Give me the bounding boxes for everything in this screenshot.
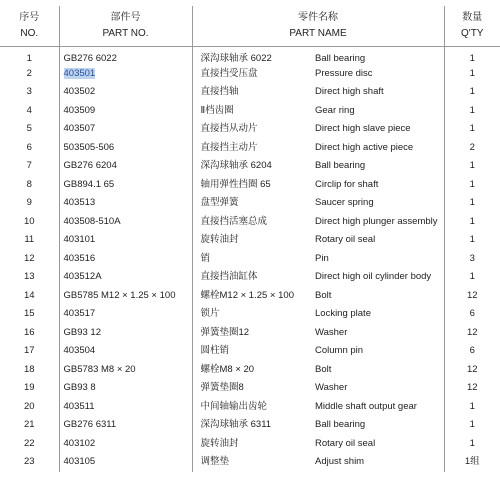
row-qty	[444, 379, 500, 398]
table-row	[0, 231, 500, 250]
row-part-name-en-text: Pressure disc	[315, 67, 373, 79]
row-no	[0, 435, 59, 454]
row-no	[0, 305, 59, 324]
row-no-text: 5	[26, 123, 32, 135]
table-row	[0, 83, 500, 102]
row-part-name-en	[311, 398, 444, 417]
row-no	[0, 231, 59, 250]
row-no	[0, 120, 59, 139]
row-no	[0, 139, 59, 158]
row-qty	[444, 250, 500, 269]
row-part-no	[59, 268, 192, 287]
row-part-name-cn	[192, 157, 311, 176]
row-no	[0, 324, 59, 343]
row-part-no	[59, 139, 192, 158]
row-part-name-cn-text: 弹簧垫圈8	[200, 382, 244, 394]
row-qty-text: 3	[469, 252, 475, 264]
row-part-name-cn-text: 轴用弹性挡圈 65	[200, 178, 271, 190]
row-part-name-cn	[192, 361, 311, 380]
row-part-name-en	[311, 194, 444, 213]
row-qty-text: 1	[469, 197, 475, 209]
row-no	[0, 157, 59, 176]
row-no	[0, 287, 59, 306]
row-part-name-cn-text: 直接挡主动片	[200, 141, 258, 153]
row-no	[0, 416, 59, 435]
row-part-name-en	[311, 176, 444, 195]
row-part-name-cn	[192, 287, 311, 306]
row-part-name-cn	[192, 379, 311, 398]
table-row	[0, 305, 500, 324]
row-part-no-text: GB276 6022	[63, 52, 117, 64]
row-no	[0, 46, 59, 65]
row-part-name-en-text: Direct high active piece	[315, 141, 414, 153]
row-part-name-en-text: Bolt	[315, 289, 332, 301]
row-part-name-cn-text: 直接挡油缸体	[200, 271, 258, 283]
row-part-name-cn-text: 调整垫	[200, 456, 230, 468]
row-part-name-en-text: Direct high shaft	[315, 86, 384, 98]
table-row	[0, 379, 500, 398]
row-part-no	[59, 194, 192, 213]
row-qty-text: 1	[469, 400, 475, 412]
row-part-name-cn-text: Ⅱ档齿圈	[200, 104, 234, 116]
row-part-no	[59, 231, 192, 250]
row-part-no-text: 403511	[63, 400, 95, 412]
table-row	[0, 268, 500, 287]
row-part-name-en-text: Saucer spring	[315, 197, 374, 209]
row-part-name-en	[311, 83, 444, 102]
row-part-name-cn	[192, 231, 311, 250]
header-qty	[444, 6, 500, 46]
row-part-name-en-text: Washer	[315, 382, 348, 394]
table-row	[0, 176, 500, 195]
row-part-name-cn	[192, 342, 311, 361]
row-part-no	[59, 213, 192, 232]
row-qty	[444, 213, 500, 232]
row-qty	[444, 157, 500, 176]
row-qty-text: 1	[469, 215, 475, 227]
row-part-name-en-text: Washer	[315, 326, 348, 338]
row-part-name-en-text: Ball bearing	[315, 52, 366, 64]
row-qty-text: 6	[469, 345, 475, 357]
row-part-no	[59, 65, 192, 84]
header-no-en: NO.	[20, 28, 39, 40]
row-part-name-cn	[192, 213, 311, 232]
row-part-name-cn-text: 深沟球轴承 6022	[200, 52, 272, 64]
row-qty	[444, 231, 500, 250]
parts-table	[0, 6, 500, 472]
row-no-text: 8	[26, 178, 32, 190]
row-part-name-en	[311, 120, 444, 139]
row-part-name-cn-text: 直接挡从动片	[200, 123, 258, 135]
row-part-name-en-text: Direct high plunger assembly	[315, 215, 438, 227]
table-row	[0, 324, 500, 343]
table-row	[0, 102, 500, 121]
row-part-name-cn-text: 旋转油封	[200, 437, 239, 449]
row-part-name-en-text: Pin	[315, 252, 329, 264]
row-no-text: 1	[26, 52, 32, 64]
row-no-text: 14	[23, 289, 35, 301]
header-part-name-en: PART NAME	[289, 28, 347, 40]
table-header-row	[0, 6, 500, 46]
row-part-name-en	[311, 250, 444, 269]
row-qty	[444, 268, 500, 287]
row-part-name-en-text: Direct high oil cylinder body	[315, 271, 432, 283]
row-part-name-en	[311, 231, 444, 250]
row-part-no-text: 403101	[63, 234, 96, 246]
row-qty-text: 1	[469, 419, 475, 431]
row-part-no-text: 403516	[63, 252, 96, 264]
table-row	[0, 46, 500, 65]
row-part-no	[59, 453, 192, 472]
table-row	[0, 287, 500, 306]
row-part-name-cn	[192, 250, 311, 269]
row-qty	[444, 194, 500, 213]
row-qty	[444, 342, 500, 361]
row-part-no-text: GB93 8	[63, 382, 96, 394]
row-part-no	[59, 250, 192, 269]
row-qty-text: 1	[469, 67, 475, 79]
row-no	[0, 176, 59, 195]
row-part-name-cn-text: 直接挡活塞总成	[200, 215, 268, 227]
row-part-name-en	[311, 435, 444, 454]
row-part-name-en	[311, 65, 444, 84]
row-part-name-cn	[192, 139, 311, 158]
header-part-name	[192, 6, 444, 46]
row-part-name-cn	[192, 65, 311, 84]
row-no	[0, 342, 59, 361]
row-qty-text: 12	[466, 382, 478, 394]
row-part-no-text: GB276 6204	[63, 160, 117, 172]
row-part-no	[59, 379, 192, 398]
row-part-no	[59, 157, 192, 176]
header-part-name-cn: 零件名称	[298, 12, 338, 24]
row-qty	[444, 416, 500, 435]
row-part-name-cn	[192, 453, 311, 472]
table-row	[0, 250, 500, 269]
row-part-no-text: 403105	[63, 456, 96, 468]
row-no-text: 4	[26, 104, 32, 116]
row-qty-text: 1	[469, 86, 475, 98]
row-no-text: 6	[26, 141, 32, 153]
row-no-text: 18	[23, 363, 35, 375]
row-part-no-text: 403507	[63, 123, 96, 135]
row-qty	[444, 287, 500, 306]
parts-table-body	[0, 46, 500, 472]
row-part-name-en	[311, 46, 444, 65]
row-part-name-en	[311, 324, 444, 343]
row-part-no-text: 403509	[63, 104, 96, 116]
row-part-name-cn-text: 深沟球轴承 6204	[200, 160, 272, 172]
row-part-name-cn	[192, 194, 311, 213]
table-row	[0, 194, 500, 213]
table-row	[0, 157, 500, 176]
row-no-text: 10	[23, 215, 35, 227]
row-part-name-cn	[192, 305, 311, 324]
row-part-name-cn	[192, 120, 311, 139]
table-row	[0, 139, 500, 158]
row-part-name-en-text: Ball bearing	[315, 160, 366, 172]
row-part-no-text: 403517	[63, 308, 96, 320]
row-part-name-cn-text: 螺栓M12 × 1.25 × 100	[200, 289, 294, 301]
table-row	[0, 65, 500, 84]
row-part-name-cn-text: 锁片	[200, 308, 220, 320]
row-no	[0, 102, 59, 121]
row-part-name-en	[311, 416, 444, 435]
row-part-no-text: 403102	[63, 437, 96, 449]
row-no	[0, 194, 59, 213]
row-qty-text: 12	[466, 326, 478, 338]
row-qty-text: 1	[469, 104, 475, 116]
row-no-text: 15	[23, 308, 35, 320]
row-part-no	[59, 120, 192, 139]
row-qty-text: 1	[469, 178, 475, 190]
row-qty	[444, 435, 500, 454]
row-part-no-text: GB276 6311	[63, 419, 117, 431]
row-part-name-en	[311, 342, 444, 361]
row-part-no	[59, 324, 192, 343]
row-part-no	[59, 416, 192, 435]
row-part-no-text: 403512A	[63, 271, 102, 283]
row-part-name-cn	[192, 46, 311, 65]
row-qty	[444, 324, 500, 343]
row-qty	[444, 176, 500, 195]
row-part-no-text: 403508-510A	[63, 215, 121, 227]
header-qty-cn: 数量	[462, 12, 483, 24]
header-part-no	[59, 6, 192, 46]
table-row	[0, 416, 500, 435]
row-no	[0, 361, 59, 380]
row-qty	[444, 102, 500, 121]
row-part-no-text: 403504	[63, 345, 96, 357]
row-part-no	[59, 176, 192, 195]
row-part-name-cn-text: 旋转油封	[200, 234, 239, 246]
row-part-name-en-text: Direct high slave piece	[315, 123, 411, 135]
row-qty	[444, 361, 500, 380]
row-qty-text: 1	[469, 52, 475, 64]
row-part-no	[59, 83, 192, 102]
row-part-no	[59, 46, 192, 65]
row-part-name-cn-text: 中间轴输出齿轮	[200, 400, 268, 412]
row-part-name-en	[311, 139, 444, 158]
row-part-no	[59, 361, 192, 380]
row-no-text: 13	[23, 271, 35, 283]
row-qty-text: 1	[469, 160, 475, 172]
row-part-name-en-text: Middle shaft output gear	[315, 400, 417, 412]
row-part-name-en	[311, 102, 444, 121]
row-part-name-en-text: Bolt	[315, 363, 332, 375]
row-part-name-cn	[192, 416, 311, 435]
header-part-no-en: PART NO.	[102, 28, 149, 40]
row-no	[0, 268, 59, 287]
row-part-name-cn-text: 直接挡受压盘	[200, 67, 258, 79]
row-part-name-cn-text: 盘型弹簧	[200, 197, 239, 209]
row-part-no-text: GB894.1 65	[63, 178, 115, 190]
row-part-name-en-text: Rotary oil seal	[315, 437, 376, 449]
table-row	[0, 453, 500, 472]
row-part-name-cn-text: 圆柱销	[200, 345, 230, 357]
row-qty	[444, 46, 500, 65]
row-part-no	[59, 398, 192, 417]
row-qty	[444, 120, 500, 139]
row-part-name-en-text: Column pin	[315, 345, 364, 357]
row-no	[0, 250, 59, 269]
row-part-name-cn-text: 销	[200, 252, 211, 264]
row-part-name-en-text: Circlip for shaft	[315, 178, 379, 190]
header-no	[0, 6, 59, 46]
row-part-no-text: 503505-506	[63, 141, 115, 153]
row-part-no	[59, 102, 192, 121]
row-part-name-cn-text: 深沟球轴承 6311	[200, 419, 272, 431]
table-row	[0, 213, 500, 232]
row-part-no-text: GB93 12	[63, 326, 101, 338]
row-no-text: 19	[23, 382, 35, 394]
row-part-name-cn	[192, 102, 311, 121]
row-no-text: 16	[23, 326, 35, 338]
table-row	[0, 435, 500, 454]
header-part-no-cn: 部件号	[110, 12, 141, 24]
row-no-text: 12	[23, 252, 35, 264]
row-part-name-en	[311, 379, 444, 398]
row-part-name-en-text: Gear ring	[315, 104, 355, 116]
row-part-name-en	[311, 453, 444, 472]
row-part-name-cn-text: 直接挡轴	[200, 86, 239, 98]
row-no	[0, 453, 59, 472]
row-qty	[444, 83, 500, 102]
row-part-no-text: GB5785 M12 × 1.25 × 100	[63, 289, 176, 301]
row-part-name-cn	[192, 176, 311, 195]
row-no-text: 20	[23, 400, 35, 412]
row-no	[0, 65, 59, 84]
row-no	[0, 83, 59, 102]
row-no-text: 11	[24, 234, 35, 246]
row-part-name-en	[311, 305, 444, 324]
row-part-name-cn	[192, 398, 311, 417]
row-qty-text: 1	[469, 437, 475, 449]
row-part-name-en	[311, 287, 444, 306]
row-no-text: 22	[23, 437, 35, 449]
row-part-name-cn-text: 弹簧垫圈12	[200, 326, 250, 338]
row-qty-text: 2	[469, 141, 475, 153]
row-part-no	[59, 435, 192, 454]
row-no	[0, 379, 59, 398]
row-part-name-en	[311, 157, 444, 176]
row-qty-text: 1	[469, 123, 475, 135]
row-part-name-en-text: Rotary oil seal	[315, 234, 376, 246]
row-part-name-cn-text: 螺栓M8 × 20	[200, 363, 255, 375]
row-qty	[444, 139, 500, 158]
header-qty-en: Q'TY	[461, 28, 484, 40]
row-no-text: 7	[26, 160, 32, 172]
row-qty-text: 1	[469, 234, 475, 246]
row-qty-text: 12	[466, 363, 478, 375]
row-part-no-text: 403501	[63, 67, 96, 79]
header-no-cn: 序号	[19, 12, 40, 24]
row-part-no-text: 403502	[63, 86, 96, 98]
row-no-text: 23	[23, 456, 35, 468]
row-qty-text: 1	[469, 271, 475, 283]
row-part-name-en-text: Ball bearing	[315, 419, 366, 431]
table-row	[0, 120, 500, 139]
row-no	[0, 398, 59, 417]
table-row	[0, 342, 500, 361]
row-no-text: 9	[26, 197, 32, 209]
row-qty	[444, 398, 500, 417]
row-qty	[444, 453, 500, 472]
row-part-name-en-text: Adjust shim	[315, 456, 365, 468]
row-part-name-cn	[192, 83, 311, 102]
row-qty	[444, 305, 500, 324]
row-part-no	[59, 342, 192, 361]
row-part-name-cn	[192, 435, 311, 454]
row-part-name-en	[311, 361, 444, 380]
row-no-text: 2	[26, 67, 32, 79]
row-qty-text: 12	[466, 289, 478, 301]
row-no-text: 21	[23, 419, 35, 431]
row-no-text: 17	[23, 345, 35, 357]
table-row	[0, 361, 500, 380]
row-part-name-cn	[192, 268, 311, 287]
row-no	[0, 213, 59, 232]
row-no-text: 3	[26, 86, 32, 98]
row-qty-text: 6	[469, 308, 475, 320]
row-part-no	[59, 305, 192, 324]
row-qty-text: 1组	[464, 456, 480, 468]
row-part-name-en-text: Locking plate	[315, 308, 371, 320]
row-part-name-cn	[192, 324, 311, 343]
row-part-name-en	[311, 268, 444, 287]
row-part-no-text: 403513	[63, 197, 96, 209]
row-part-name-en	[311, 213, 444, 232]
row-part-no	[59, 287, 192, 306]
table-row	[0, 398, 500, 417]
row-part-no-text: GB5783 M8 × 20	[63, 363, 136, 375]
row-qty	[444, 65, 500, 84]
